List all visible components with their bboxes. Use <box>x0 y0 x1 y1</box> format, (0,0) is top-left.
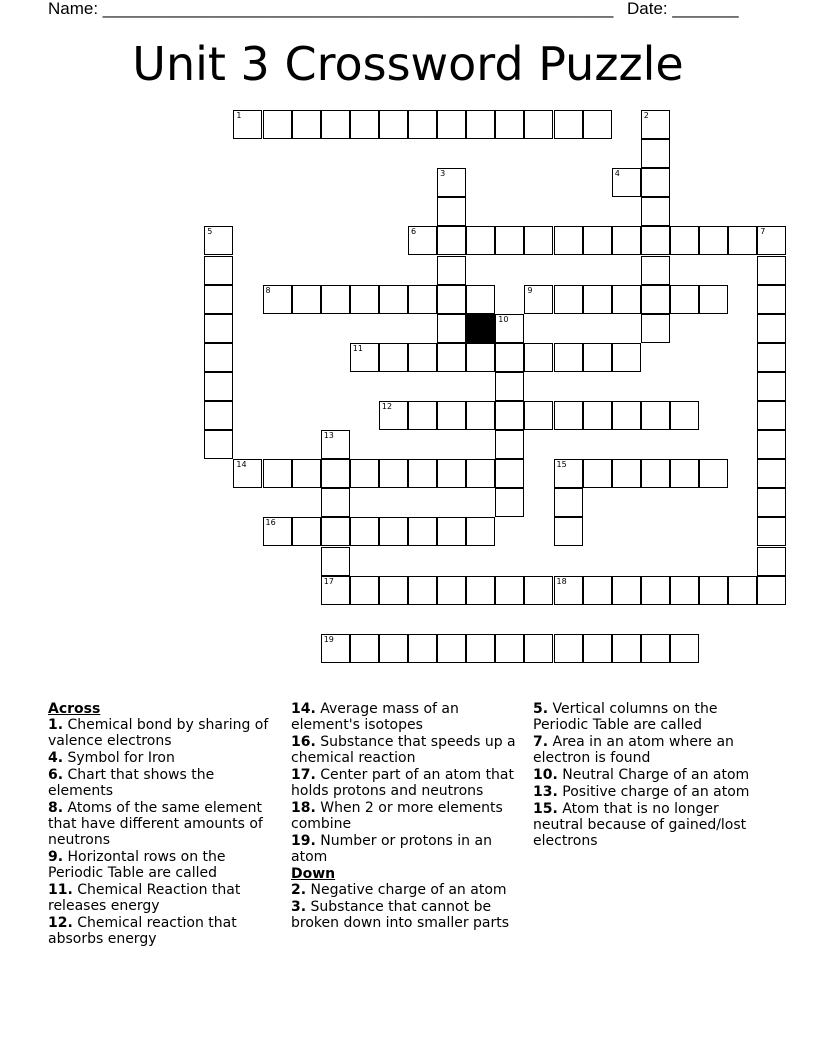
date-line: Date: _______ <box>627 0 739 18</box>
clue-number: 6 <box>411 227 417 237</box>
grid-cell[interactable] <box>437 517 466 546</box>
grid-cell[interactable] <box>612 285 641 314</box>
clue-item-text: Atoms of the same element that have different amounts of neutrons <box>48 800 263 848</box>
grid-cell[interactable] <box>612 401 641 430</box>
grid-cell[interactable] <box>524 576 553 605</box>
clue-item <box>291 800 527 832</box>
grid-cell[interactable] <box>263 285 292 314</box>
grid-cell[interactable] <box>757 430 786 459</box>
grid-cell[interactable] <box>641 226 670 255</box>
grid-cell[interactable] <box>408 343 437 372</box>
clue-number: 14 <box>236 460 247 470</box>
grid-cell[interactable] <box>466 517 495 546</box>
clue-number: 10 <box>498 314 509 324</box>
clue-number: 15 <box>556 460 567 470</box>
grid-cell[interactable] <box>408 285 437 314</box>
grid-cell[interactable] <box>583 343 612 372</box>
grid-cell[interactable] <box>583 110 612 139</box>
clue-item-number: 1. <box>48 717 64 733</box>
grid-cell[interactable] <box>466 343 495 372</box>
clue-column-1 <box>48 701 278 948</box>
clue-item-number: 9. <box>48 849 64 865</box>
grid-cell[interactable] <box>408 226 437 255</box>
grid-cell[interactable] <box>699 285 728 314</box>
clue-item-number: 18. <box>291 800 316 816</box>
clue-item-number: 3. <box>291 899 307 915</box>
clue-number: 11 <box>352 343 363 353</box>
clue-column-2 <box>291 701 527 932</box>
grid-cell[interactable] <box>554 343 583 372</box>
clue-item <box>48 800 278 848</box>
grid-cell[interactable] <box>757 285 786 314</box>
grid-cell[interactable] <box>379 459 408 488</box>
grid-cell[interactable] <box>757 547 786 576</box>
grid-cell[interactable] <box>437 226 466 255</box>
clue-item-number: 16. <box>291 734 316 750</box>
grid-cell[interactable] <box>495 343 524 372</box>
black-cell <box>466 314 495 343</box>
grid-cell[interactable] <box>757 517 786 546</box>
grid-cell[interactable] <box>641 576 670 605</box>
grid-cell[interactable] <box>292 285 321 314</box>
clue-item-number: 5. <box>533 701 549 717</box>
grid-cell[interactable] <box>263 459 292 488</box>
grid-cell[interactable] <box>204 430 233 459</box>
grid-cell[interactable] <box>524 634 553 663</box>
grid-cell[interactable] <box>466 110 495 139</box>
grid-cell[interactable] <box>379 576 408 605</box>
grid-cell[interactable] <box>292 517 321 546</box>
grid-cell[interactable] <box>437 576 466 605</box>
grid-cell[interactable] <box>583 576 612 605</box>
grid-cell[interactable] <box>641 256 670 285</box>
clue-number: 13 <box>323 431 334 441</box>
clue-item-text: Positive charge of an atom <box>557 784 750 800</box>
clue-item-text: Chemical Reaction that releases energy <box>48 882 241 914</box>
grid-cell[interactable] <box>554 401 583 430</box>
grid-cell[interactable] <box>379 401 408 430</box>
grid-cell[interactable] <box>437 634 466 663</box>
clue-item-number: 15. <box>533 801 558 817</box>
grid-cell[interactable] <box>495 314 524 343</box>
clue-item-number: 4. <box>48 750 64 766</box>
grid-cell[interactable] <box>437 256 466 285</box>
grid-cell[interactable] <box>233 459 262 488</box>
grid-cell[interactable] <box>321 547 350 576</box>
clue-item <box>533 784 769 800</box>
clue-item <box>291 899 527 931</box>
clue-number: 8 <box>265 285 271 295</box>
grid-cell[interactable] <box>408 634 437 663</box>
clue-item-number: 13. <box>533 784 558 800</box>
grid-cell[interactable] <box>321 576 350 605</box>
clue-item-text: Chemical bond by sharing of valence electrons <box>48 717 269 749</box>
grid-cell[interactable] <box>350 459 379 488</box>
grid-cell[interactable] <box>350 576 379 605</box>
grid-cell[interactable] <box>524 226 553 255</box>
clue-item-text: When 2 or more elements combine <box>291 800 503 832</box>
clue-number: 7 <box>760 227 766 237</box>
grid-cell[interactable] <box>204 343 233 372</box>
grid-cell[interactable] <box>757 314 786 343</box>
grid-cell[interactable] <box>408 401 437 430</box>
clue-item-text: Horizontal rows on the Periodic Table are called <box>48 849 226 881</box>
grid-cell[interactable] <box>321 459 350 488</box>
grid-cell[interactable] <box>204 314 233 343</box>
clue-number: 2 <box>643 111 649 120</box>
grid-cell[interactable] <box>612 576 641 605</box>
clue-number: 17 <box>323 576 334 586</box>
grid-cell[interactable] <box>204 256 233 285</box>
grid-cell[interactable] <box>641 634 670 663</box>
clue-item <box>48 767 278 799</box>
grid-cell[interactable] <box>641 139 670 168</box>
grid-cell[interactable] <box>612 168 641 197</box>
grid-cell[interactable] <box>583 634 612 663</box>
grid-cell[interactable] <box>321 517 350 546</box>
grid-cell[interactable] <box>757 488 786 517</box>
clue-item-number: 8. <box>48 800 64 816</box>
clue-item-text: Center part of an atom that holds protons and neutrons <box>291 767 514 799</box>
grid-cell[interactable] <box>321 110 350 139</box>
clue-item <box>291 767 527 799</box>
clue-item-text: Average mass of an element's isotopes <box>291 701 459 733</box>
clue-number: 3 <box>440 169 446 179</box>
name-line: Name: ______________________________________________________ <box>48 0 614 18</box>
grid-cell[interactable] <box>408 517 437 546</box>
grid-cell[interactable] <box>495 110 524 139</box>
grid-cell[interactable] <box>437 314 466 343</box>
clue-number: 18 <box>556 576 567 586</box>
grid-cell[interactable] <box>641 110 670 139</box>
clue-item <box>48 849 278 881</box>
grid-cell[interactable] <box>408 459 437 488</box>
clue-number: 19 <box>323 634 334 644</box>
grid-cell[interactable] <box>466 576 495 605</box>
grid-cell[interactable] <box>728 576 757 605</box>
clue-item-number: 6. <box>48 767 64 783</box>
grid-cell[interactable] <box>612 634 641 663</box>
clue-item-number: 2. <box>291 882 307 898</box>
grid-cell[interactable] <box>612 343 641 372</box>
clue-item <box>533 701 769 733</box>
grid-cell[interactable] <box>757 401 786 430</box>
grid-cell[interactable] <box>495 488 524 517</box>
clue-item <box>48 882 278 914</box>
clue-item-text: Substance that speeds up a chemical reaction <box>291 734 516 766</box>
clue-item-text: Area in an atom where an electron is found <box>533 734 734 766</box>
clue-item <box>291 882 527 898</box>
clue-item-text: Vertical columns on the Periodic Table are called <box>533 701 718 733</box>
grid-cell[interactable] <box>670 226 699 255</box>
grid-cell[interactable] <box>670 459 699 488</box>
clue-item-text: Chemical reaction that absorbs energy <box>48 915 237 947</box>
grid-cell[interactable] <box>321 634 350 663</box>
grid-cell[interactable] <box>757 576 786 605</box>
grid-cell[interactable] <box>292 459 321 488</box>
grid-cell[interactable] <box>350 634 379 663</box>
grid-cell[interactable] <box>554 285 583 314</box>
grid-cell[interactable] <box>292 110 321 139</box>
grid-cell[interactable] <box>670 634 699 663</box>
grid-cell[interactable] <box>583 459 612 488</box>
clue-item <box>291 701 527 733</box>
clue-item <box>48 717 278 749</box>
clue-item <box>291 734 527 766</box>
clue-item-number: 12. <box>48 915 73 931</box>
clue-item-text: Neutral Charge of an atom <box>557 767 750 783</box>
grid-cell[interactable] <box>379 110 408 139</box>
grid-cell[interactable] <box>670 285 699 314</box>
grid-cell[interactable] <box>554 226 583 255</box>
clue-item-number: 17. <box>291 767 316 783</box>
grid-cell[interactable] <box>524 401 553 430</box>
grid-cell[interactable] <box>554 576 583 605</box>
down-heading: Down <box>291 866 336 882</box>
grid-cell[interactable] <box>757 256 786 285</box>
grid-cell[interactable] <box>408 576 437 605</box>
clue-item-number: 10. <box>533 767 558 783</box>
clue-item-text: Symbol for Iron <box>63 750 175 766</box>
grid-cell[interactable] <box>379 285 408 314</box>
grid-cell[interactable] <box>437 459 466 488</box>
grid-cell[interactable] <box>699 226 728 255</box>
grid-cell[interactable] <box>466 634 495 663</box>
grid-cell[interactable] <box>408 110 437 139</box>
grid-cell[interactable] <box>728 226 757 255</box>
grid-cell[interactable] <box>583 226 612 255</box>
grid-cell[interactable] <box>437 197 466 226</box>
clue-item-text: Number or protons in an atom <box>291 833 492 865</box>
grid-cell[interactable] <box>641 459 670 488</box>
clue-item-number: 7. <box>533 734 549 750</box>
grid-cell[interactable] <box>524 285 553 314</box>
clue-column-3 <box>533 701 769 850</box>
grid-cell[interactable] <box>612 459 641 488</box>
grid-cell[interactable] <box>321 285 350 314</box>
clue-number: 16 <box>265 518 276 528</box>
clue-item-number: 14. <box>291 701 316 717</box>
grid-cell[interactable] <box>524 110 553 139</box>
grid-cell[interactable] <box>670 576 699 605</box>
grid-cell[interactable] <box>204 372 233 401</box>
clue-item <box>291 833 527 865</box>
grid-cell[interactable] <box>437 285 466 314</box>
clue-number: 5 <box>207 227 213 237</box>
grid-cell[interactable] <box>524 343 553 372</box>
grid-cell[interactable] <box>350 517 379 546</box>
grid-cell[interactable] <box>583 401 612 430</box>
grid-cell[interactable] <box>641 314 670 343</box>
across-heading: Across <box>48 701 101 717</box>
grid-cell[interactable] <box>554 634 583 663</box>
clue-item-text: Negative charge of an atom <box>306 882 507 898</box>
grid-cell[interactable] <box>350 285 379 314</box>
grid-cell[interactable] <box>321 488 350 517</box>
grid-cell[interactable] <box>699 576 728 605</box>
grid-cell[interactable] <box>554 517 583 546</box>
clue-item-text: Atom that is no longer neutral because of gained/lost electrons <box>533 801 747 849</box>
grid-cell[interactable] <box>204 226 233 255</box>
grid-cell[interactable] <box>583 285 612 314</box>
grid-cell[interactable] <box>379 343 408 372</box>
grid-cell[interactable] <box>466 226 495 255</box>
clue-item <box>533 767 769 783</box>
grid-cell[interactable] <box>321 430 350 459</box>
grid-cell[interactable] <box>263 110 292 139</box>
grid-cell[interactable] <box>466 401 495 430</box>
grid-cell[interactable] <box>757 226 786 255</box>
grid-cell[interactable] <box>204 285 233 314</box>
grid-cell[interactable] <box>437 343 466 372</box>
grid-cell[interactable] <box>554 110 583 139</box>
grid-cell[interactable] <box>554 488 583 517</box>
grid-cell[interactable] <box>233 110 262 139</box>
grid-cell[interactable] <box>757 343 786 372</box>
clue-item <box>533 734 769 766</box>
grid-cell[interactable] <box>466 459 495 488</box>
clue-item-number: 11. <box>48 882 73 898</box>
grid-cell[interactable] <box>350 110 379 139</box>
page-title: Unit 3 Crossword Puzzle <box>132 37 684 91</box>
grid-cell[interactable] <box>641 168 670 197</box>
clue-number: 9 <box>527 285 533 295</box>
grid-cell[interactable] <box>757 372 786 401</box>
clue-item-text: Chart that shows the elements <box>48 767 215 799</box>
grid-cell[interactable] <box>437 110 466 139</box>
grid-cell[interactable] <box>670 401 699 430</box>
grid-cell[interactable] <box>495 634 524 663</box>
grid-cell[interactable] <box>495 459 524 488</box>
grid-cell[interactable] <box>350 343 379 372</box>
clue-item-number: 19. <box>291 833 316 849</box>
grid-cell[interactable] <box>466 285 495 314</box>
grid-cell[interactable] <box>612 226 641 255</box>
grid-cell[interactable] <box>379 517 408 546</box>
grid-cell[interactable] <box>641 401 670 430</box>
clue-item <box>48 915 278 947</box>
grid-cell[interactable] <box>437 401 466 430</box>
clue-item <box>533 801 769 849</box>
grid-cell[interactable] <box>204 401 233 430</box>
grid-cell[interactable] <box>757 459 786 488</box>
clue-number: 1 <box>236 111 242 120</box>
grid-cell[interactable] <box>641 285 670 314</box>
grid-cell[interactable] <box>437 168 466 197</box>
grid-cell[interactable] <box>495 576 524 605</box>
clue-item-text: Substance that cannot be broken down into smaller parts <box>291 899 510 931</box>
clue-number: 12 <box>381 402 393 411</box>
grid-cell[interactable] <box>641 197 670 226</box>
grid-cell[interactable] <box>699 459 728 488</box>
grid-cell[interactable] <box>263 517 292 546</box>
clue-number: 4 <box>614 169 620 179</box>
grid-cell[interactable] <box>554 459 583 488</box>
grid-cell[interactable] <box>495 430 524 459</box>
grid-cell[interactable] <box>495 372 524 401</box>
grid-cell[interactable] <box>495 401 524 430</box>
grid-cell[interactable] <box>495 226 524 255</box>
grid-cell[interactable] <box>379 634 408 663</box>
clue-item <box>48 750 278 766</box>
